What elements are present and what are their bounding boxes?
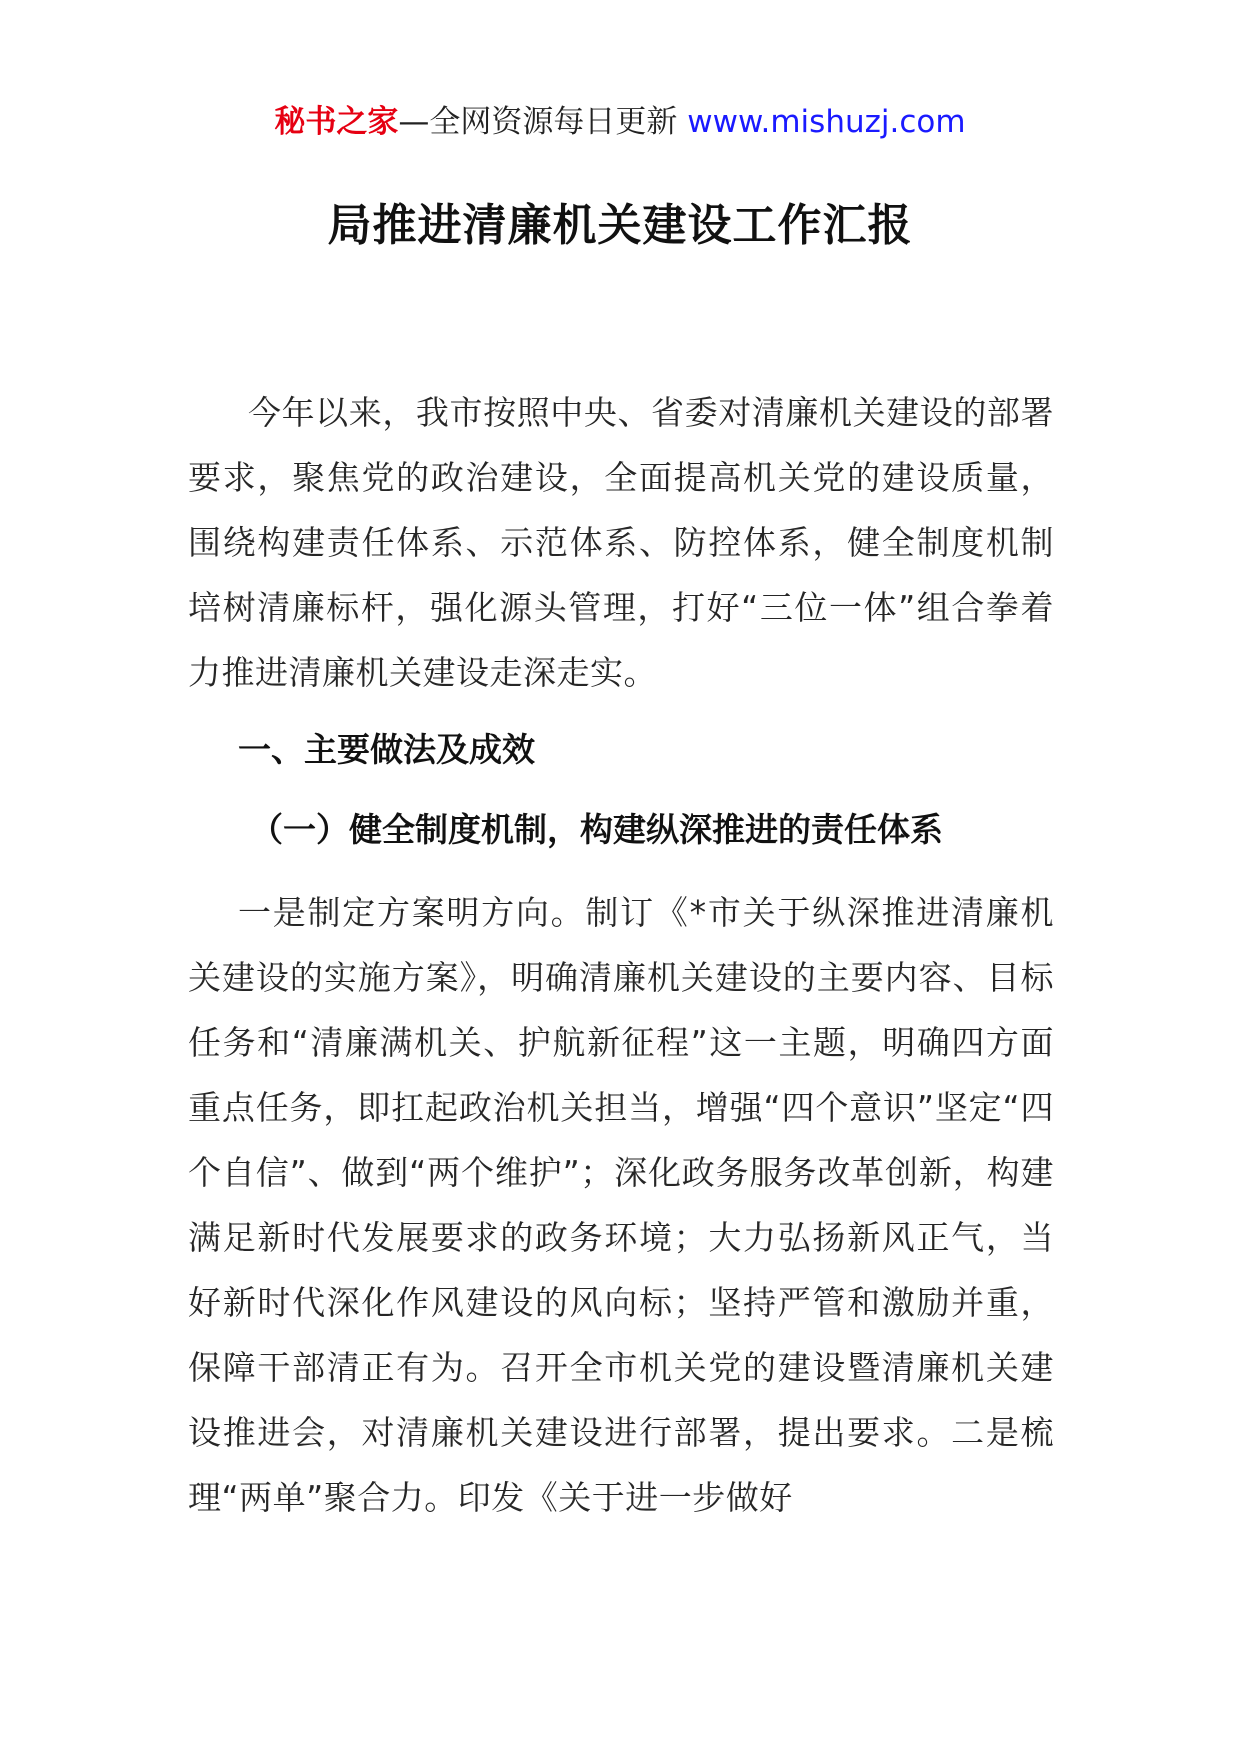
- document-title: 局推进清廉机关建设工作汇报: [327, 200, 913, 251]
- site-header: [0, 100, 1240, 144]
- intro-paragraph: 今年以来，我市按照中央、省委对清廉机关建设的部署要求，聚焦党的政治建设，全面提高机关党的建设质量，围绕构建责任体系、示范体系、防控体系，健全制度机制培树清廉标杆，强化源头管理，打好“三位一体”组合拳着力推进清廉机关建设走深走实。: [188, 393, 1054, 692]
- section-heading: 一、主要做法及成效: [238, 730, 535, 769]
- site-slogan: —全网资源每日更新: [398, 104, 688, 140]
- body-paragraph: 一是制定方案明方向。制订《*市关于纵深推进清廉机关建设的实施方案》，明确清廉机关建设的主要内容、目标任务和“清廉满机关、护航新征程”这一主题，明确四方面重点任务，即扛起政治机关担当，增强“四个意识”坚定“四个自信”、做到“两个维护”；深化政务服务改革创新，构建满足新时代发展要求的政务环境；大力弘扬新风正气，当好新时代深化作风建设的风向标；坚持严管和激励并重，保障干部清正有为。召开全市机关党的建设暨清廉机关建设推进会，对清廉机关建设进行部署，提出要求。二是梳理“两单”聚合力。印发《关于进一步做好: [188, 893, 1054, 1517]
- subsection-heading: （一）健全制度机制，构建纵深推进的责任体系: [250, 810, 943, 849]
- site-brand: 秘书之家: [274, 104, 399, 140]
- site-url-link[interactable]: www.mishuzj.com: [687, 104, 966, 140]
